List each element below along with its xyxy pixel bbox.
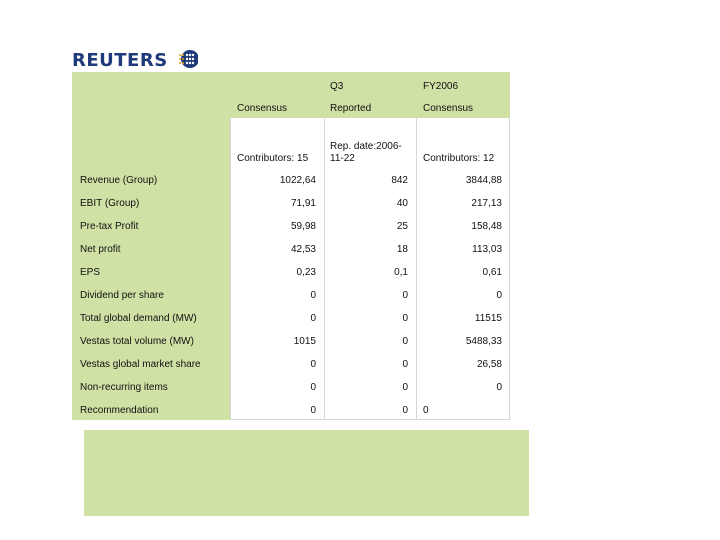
row-value: 0 [310, 290, 316, 301]
row-value: 1022,64 [279, 175, 316, 186]
row-value: 5488,33 [465, 336, 502, 347]
row-label: Dividend per share [80, 290, 164, 301]
row-value: 11515 [474, 313, 502, 324]
col-label-consensus-fy: Consensus [423, 103, 474, 114]
row-value: 0 [496, 382, 502, 393]
footer-panel [84, 430, 529, 516]
row-value: 0 [310, 359, 316, 370]
row-value: 71,91 [290, 198, 316, 209]
row-value: 0 [423, 405, 429, 416]
row-value: 26,58 [476, 359, 502, 370]
row-value: 0,23 [296, 267, 316, 278]
row-value: 113,03 [472, 244, 502, 255]
row-value: 158,48 [471, 221, 502, 232]
row-label: Total global demand (MW) [80, 313, 197, 324]
row-value: 0 [402, 405, 408, 416]
row-value: 217,13 [471, 198, 502, 209]
row-label: Revenue (Group) [80, 175, 158, 186]
row-value: 1015 [293, 336, 316, 347]
period-fy2006: FY2006 [423, 81, 459, 92]
row-value: 3844,88 [465, 175, 502, 186]
row-label: EPS [80, 267, 101, 278]
row-label: Pre-tax Profit [80, 221, 139, 232]
row-label: Recommendation [80, 405, 159, 416]
col-label-reported: Reported [330, 103, 372, 114]
period-q3: Q3 [330, 81, 344, 92]
row-value: 0 [402, 313, 408, 324]
row-value: 25 [396, 221, 408, 232]
row-value: 0 [402, 359, 408, 370]
row-label: EBIT (Group) [80, 198, 140, 209]
row-value: 59,98 [290, 221, 316, 232]
row-value: 0 [310, 382, 316, 393]
reuters-dot-sphere-icon [176, 48, 198, 70]
row-value: 0,61 [482, 267, 502, 278]
row-value: 842 [391, 175, 408, 186]
reuters-logo-text: REUTERS [72, 50, 168, 71]
row-label: Net profit [80, 244, 121, 255]
col-label-consensus-q3: Consensus [237, 103, 288, 114]
row-label: Vestas global market share [80, 359, 201, 370]
estimates-table [72, 72, 510, 420]
row-value: 0 [402, 336, 408, 347]
row-label: Vestas total volume (MW) [80, 336, 194, 347]
col-sub-contributors-q3: Contributors: 15 [237, 153, 309, 164]
col-sub-report-date: Rep. date:2006- 11-22 [330, 141, 402, 164]
row-value: 40 [396, 198, 408, 209]
col-sub-contributors-fy: Contributors: 12 [423, 153, 495, 164]
row-value: 18 [396, 244, 408, 255]
row-value: 0 [496, 290, 502, 301]
row-value: 0 [402, 290, 408, 301]
row-value: 0,1 [394, 267, 408, 278]
row-value: 42,53 [290, 244, 316, 255]
row-value: 0 [310, 405, 316, 416]
row-value: 0 [310, 313, 316, 324]
row-value: 0 [402, 382, 408, 393]
row-label: Non-recurring items [80, 382, 168, 393]
